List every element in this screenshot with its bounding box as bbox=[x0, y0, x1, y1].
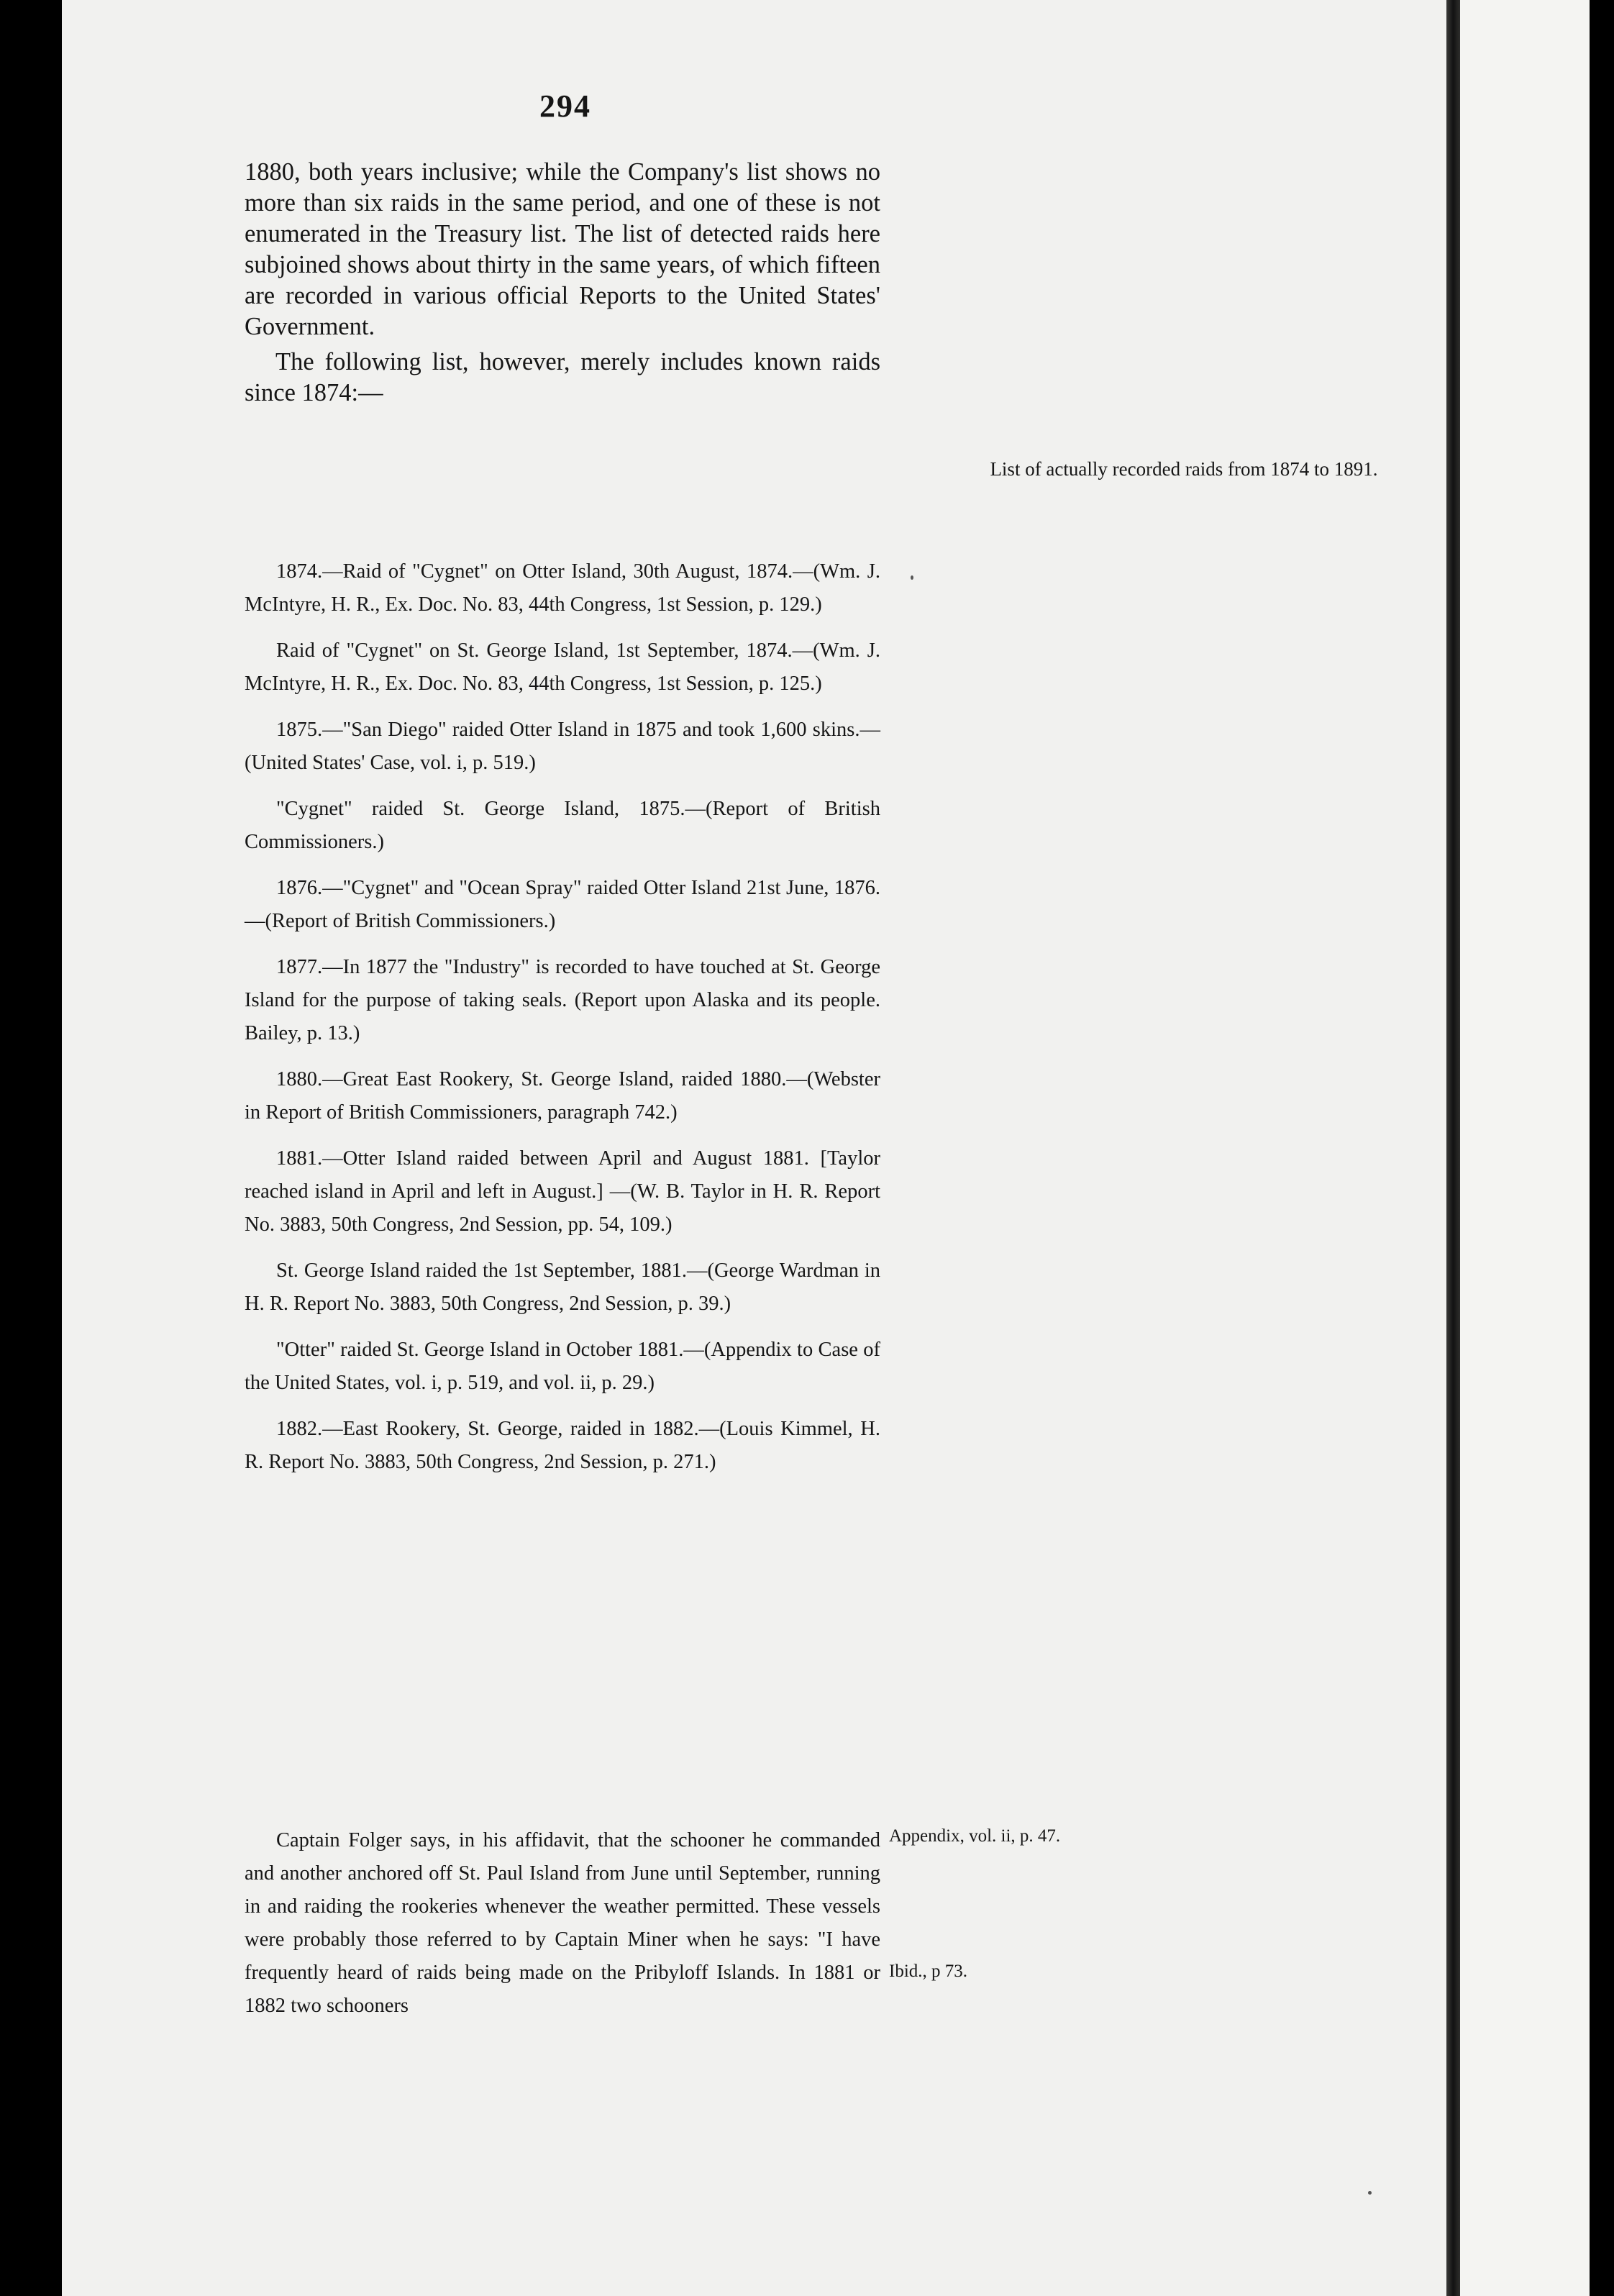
raid-entry: 1881.—Otter Island raided between April and August 1881. [Taylor reached island in April and left in August.] —(W. B. Taylor in H. R. Report No. 3883, 50th Congress, 2nd Session, pp. 54, 109.) bbox=[245, 1147, 880, 1236]
right-page-edge bbox=[1460, 0, 1590, 2296]
raid-entry: 1880.—Great East Rookery, St. George Island, raided 1880.—(Webster in Report of British Commissioners, paragraph 742.) bbox=[245, 1068, 880, 1124]
raid-entry: St. George Island raided the 1st September, 1881.—(George Wardman in H. R. Report No. 3883, 50th Congress, 2nd Session, p. 39.) bbox=[245, 1259, 880, 1315]
raid-list bbox=[245, 555, 880, 1492]
margin-note-list-heading: List of actually recorded raids from 1874 to 1891. bbox=[990, 458, 1378, 480]
raid-entry: 1876.—"Cygnet" and "Ocean Spray" raided Otter Island 21st June, 1876.—(Report of British Commissioners.) bbox=[245, 877, 880, 932]
margin-note-ibid: Ibid., p 73. bbox=[889, 1962, 968, 1981]
raid-entry: 1874.—Raid of "Cygnet" on Otter Island, 30th August, 1874.—(Wm. J. McIntyre, H. R., Ex. Doc. No. 83, 44th Congress, 1st Session, p. 129.) bbox=[245, 560, 880, 616]
intro-text bbox=[245, 157, 880, 409]
raid-entry: Raid of "Cygnet" on St. George Island, 1st September, 1874.—(Wm. J. McIntyre, H. R., Ex. Doc. No. 83, 44th Congress, 1st Session, p. 125.) bbox=[245, 639, 880, 695]
intro-paragraph: The following list, however, merely includes known raids since 1874:— bbox=[245, 348, 880, 406]
margin-note-appendix: Appendix, vol. ii, p. 47. bbox=[889, 1826, 1061, 1846]
raid-entry: "Cygnet" raided St. George Island, 1875.—(Report of British Commissioners.) bbox=[245, 798, 880, 853]
raid-entry: 1877.—In 1877 the "Industry" is recorded to have touched at St. George Island for the purpose of taking seals. (Report upon Alaska and its people. Bailey, p. 13.) bbox=[245, 956, 880, 1044]
raid-entry: 1875.—"San Diego" raided Otter Island in 1875 and took 1,600 skins.—(United States' Case, vol. i, p. 519.) bbox=[245, 719, 880, 774]
closing-paragraph: Captain Folger says, in his affidavit, that the schooner he commanded and another anchored off St. Paul Island from June until September, running in and raiding the rookeries whenever the weather permitted. These vessels were probably those referred to by Captain Miner when he says: "I have frequently heard of raids being made on the Pribyloff Islands. In 1881 or 1882 two schooners bbox=[245, 1829, 880, 2017]
raid-entry: 1882.—East Rookery, St. George, raided in 1882.—(Louis Kimmel, H. R. Report No. 3883, 50th Congress, 2nd Session, p. 271.) bbox=[245, 1418, 880, 1473]
left-page bbox=[62, 0, 1446, 2296]
raid-entry: "Otter" raided St. George Island in October 1881.—(Appendix to Case of the United States, vol. i, p. 519, and vol. ii, p. 29.) bbox=[245, 1339, 880, 1394]
intro-paragraph: 1880, both years inclusive; while the Company's list shows no more than six raids in the same period, and one of these is not enumerated in the Treasury list. The list of detected raids here subjoined shows about thirty in the same years, of which fifteen are recorded in various official Reports to the United States' Government. bbox=[245, 158, 880, 340]
page-gutter bbox=[1446, 0, 1460, 2296]
scan-speck bbox=[1368, 2191, 1372, 2195]
scan-speck bbox=[911, 575, 913, 580]
closing-text bbox=[245, 1824, 880, 2023]
page-number: 294 bbox=[539, 88, 591, 124]
